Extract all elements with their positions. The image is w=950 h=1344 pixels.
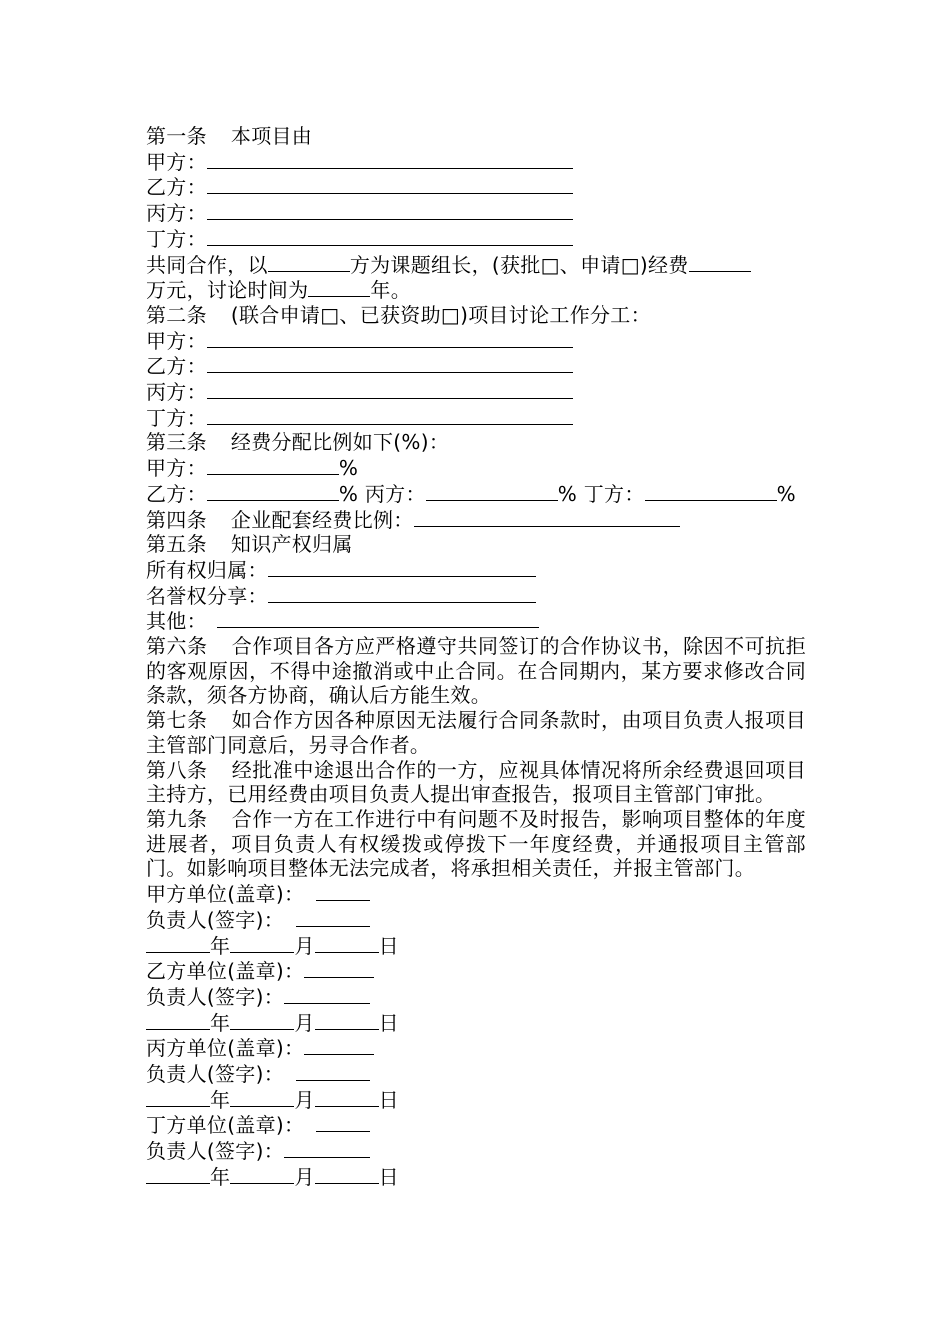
party-a-line <box>146 149 806 175</box>
article-2 <box>146 303 806 328</box>
party-b-label: 乙方： <box>146 175 207 200</box>
year-blank <box>146 1164 210 1184</box>
contract-body <box>146 124 806 1190</box>
honor-line <box>146 583 806 609</box>
article-1-title: 第一条 <box>146 124 207 148</box>
party-c-sign-blank <box>296 1061 370 1081</box>
cooperation-text: 年。 <box>370 278 412 303</box>
party-d-label: 丁方： <box>146 226 207 251</box>
party-b-sign-blank <box>284 984 370 1004</box>
cooperation-text: 方为课题组长，(获批□、申请□)经费 <box>349 252 689 277</box>
signatory-label: 负责人(签字)： <box>146 1062 285 1087</box>
article-8-title: 第八条 <box>146 757 208 782</box>
signatory-label: 负责人(签字)： <box>146 907 285 932</box>
percent-sign: % <box>776 481 796 506</box>
party-a-unit-label: 甲方单位(盖章)： <box>146 882 305 907</box>
month-blank <box>230 1164 294 1184</box>
year-label: 年 <box>210 1087 231 1112</box>
party-d-blank <box>207 226 573 246</box>
party-a-sign-blank <box>296 907 370 927</box>
signatory-label: 负责人(签字)： <box>146 984 285 1009</box>
month-blank <box>230 1087 294 1107</box>
party-c-person-line <box>146 1061 806 1087</box>
article-5 <box>146 532 806 557</box>
ratio-a-blank <box>207 455 339 475</box>
month-label: 月 <box>294 933 315 958</box>
article-7-text: 如合作方因各种原因无法履行合同条款时，由项目负责人报项目主管部门同意后，另寻合作者。 <box>146 708 807 757</box>
article-4 <box>146 507 806 533</box>
party-c-seal-blank <box>304 1035 374 1055</box>
article-3-text: 经费分配比例如下(%)： <box>230 430 450 455</box>
division-a-blank <box>207 328 573 348</box>
day-blank <box>315 1087 379 1107</box>
honor-blank <box>268 583 536 603</box>
ownership-blank <box>268 557 536 577</box>
article-2-text: (联合申请□、已获资助□)项目讨论工作分工： <box>230 302 651 327</box>
ratio-d-label: % 丁方： <box>557 481 645 506</box>
article-2-title: 第二条 <box>146 302 207 327</box>
month-label: 月 <box>294 1164 315 1189</box>
party-c-unit-label: 丙方单位(盖章)： <box>146 1036 305 1061</box>
month-blank <box>230 933 294 953</box>
party-b-unit-label: 乙方单位(盖章)： <box>146 959 305 984</box>
honor-label: 名誉权分享： <box>146 583 268 608</box>
party-d-date-line <box>146 1164 806 1190</box>
division-b-line <box>146 353 806 379</box>
other-label: 其他： <box>146 609 207 634</box>
party-a-person-line <box>146 907 806 933</box>
ratio-b-blank <box>207 481 339 501</box>
cooperation-text: 万元，讨论时间为 <box>146 278 309 303</box>
day-blank <box>315 1010 379 1030</box>
party-d-sign-blank <box>284 1138 370 1158</box>
other-blank <box>217 608 539 628</box>
party-b-line <box>146 174 806 200</box>
party-d-unit-line <box>146 1112 806 1138</box>
ratio-a-line <box>146 455 806 481</box>
party-c-line <box>146 200 806 226</box>
party-c-blank <box>207 200 573 220</box>
article-6-title: 第六条 <box>146 634 208 659</box>
article-7 <box>146 708 806 757</box>
party-d-label: 丁方： <box>146 405 207 430</box>
party-b-seal-blank <box>304 958 374 978</box>
division-c-line <box>146 379 806 405</box>
party-b-label: 乙方： <box>146 481 207 506</box>
article-9-title: 第九条 <box>146 806 208 831</box>
day-label: 日 <box>378 1087 399 1112</box>
year-label: 年 <box>210 1010 231 1035</box>
division-d-line <box>146 405 806 431</box>
party-a-label: 甲方： <box>146 456 207 481</box>
article-1 <box>146 124 806 149</box>
division-a-line <box>146 328 806 354</box>
party-c-label: 丙方： <box>146 380 207 405</box>
other-line <box>146 608 806 634</box>
leader-blank <box>268 252 350 272</box>
party-a-seal-blank <box>316 881 370 901</box>
ratio-c-blank <box>426 481 558 501</box>
year-label: 年 <box>210 933 231 958</box>
year-blank <box>146 1087 210 1107</box>
year-blank <box>146 1010 210 1030</box>
ownership-label: 所有权归属： <box>146 557 268 582</box>
percent-sign: % <box>338 456 359 481</box>
ratio-d-blank <box>645 481 777 501</box>
party-b-label: 乙方： <box>146 354 207 379</box>
party-b-person-line <box>146 984 806 1010</box>
party-d-unit-label: 丁方单位(盖章)： <box>146 1113 305 1138</box>
party-a-date-line <box>146 933 806 959</box>
ratio-c-label: % 丙方： <box>338 481 426 506</box>
article-8-text: 经批准中途退出合作的一方，应视具体情况将所余经费退回项目主持方，已用经费由项目负责人提出审查报告，报项目主管部门审批。 <box>146 757 807 807</box>
party-d-seal-blank <box>316 1112 370 1132</box>
enterprise-ratio-blank <box>414 507 680 527</box>
article-5-text: 知识产权归属 <box>230 532 353 557</box>
signatory-label: 负责人(签字)： <box>146 1139 285 1164</box>
party-c-date-line <box>146 1087 806 1113</box>
month-label: 月 <box>294 1010 315 1035</box>
article-3 <box>146 430 806 455</box>
month-blank <box>230 1010 294 1030</box>
party-d-line <box>146 226 806 252</box>
years-blank <box>308 277 370 297</box>
article-6 <box>146 634 806 708</box>
article-9-text: 合作一方在工作进行中有问题不及时报告，影响项目整体的年度进展者，项目负责人有权缓拨或停拨下一年度经费，并通报项目主管部门。如影响项目整体无法完成者，将承担相关责任，并报主管部门。 <box>146 806 807 881</box>
party-b-blank <box>207 174 573 194</box>
year-label: 年 <box>210 1164 231 1189</box>
division-c-blank <box>207 379 573 399</box>
day-blank <box>315 933 379 953</box>
cooperation-line-1 <box>146 252 806 278</box>
party-a-blank <box>207 149 573 169</box>
division-d-blank <box>207 405 573 425</box>
cooperation-text: 共同合作，以 <box>146 252 268 277</box>
article-6-text: 合作项目各方应严格遵守共同签订的合作协议书，除因不可抗拒的客观原因，不得中途撤消或中止合同。在合同期内，某方要求修改合同条款，须各方协商，确认后方能生效。 <box>146 634 807 708</box>
month-label: 月 <box>294 1087 315 1112</box>
division-b-blank <box>207 353 573 373</box>
party-c-label: 丙方： <box>146 201 207 226</box>
ownership-line <box>146 557 806 583</box>
day-label: 日 <box>378 1010 399 1035</box>
article-1-text: 本项目由 <box>230 124 313 148</box>
article-4-title: 第四条 <box>146 507 207 532</box>
cooperation-line-2 <box>146 277 806 303</box>
day-blank <box>315 1164 379 1184</box>
article-3-title: 第三条 <box>146 430 207 455</box>
article-4-text: 企业配套经费比例： <box>230 507 414 532</box>
party-c-unit-line <box>146 1035 806 1061</box>
day-label: 日 <box>378 933 399 958</box>
party-b-date-line <box>146 1010 806 1036</box>
article-8 <box>146 758 806 807</box>
funding-blank <box>689 252 751 272</box>
party-a-unit-line <box>146 881 806 907</box>
ratio-bcd-line <box>146 481 806 507</box>
party-b-unit-line <box>146 958 806 984</box>
article-7-title: 第七条 <box>146 708 208 733</box>
article-9 <box>146 807 806 881</box>
year-blank <box>146 933 210 953</box>
party-a-label: 甲方： <box>146 149 207 174</box>
article-5-title: 第五条 <box>146 532 207 557</box>
day-label: 日 <box>378 1164 399 1189</box>
party-d-person-line <box>146 1138 806 1164</box>
party-a-label: 甲方： <box>146 328 207 353</box>
